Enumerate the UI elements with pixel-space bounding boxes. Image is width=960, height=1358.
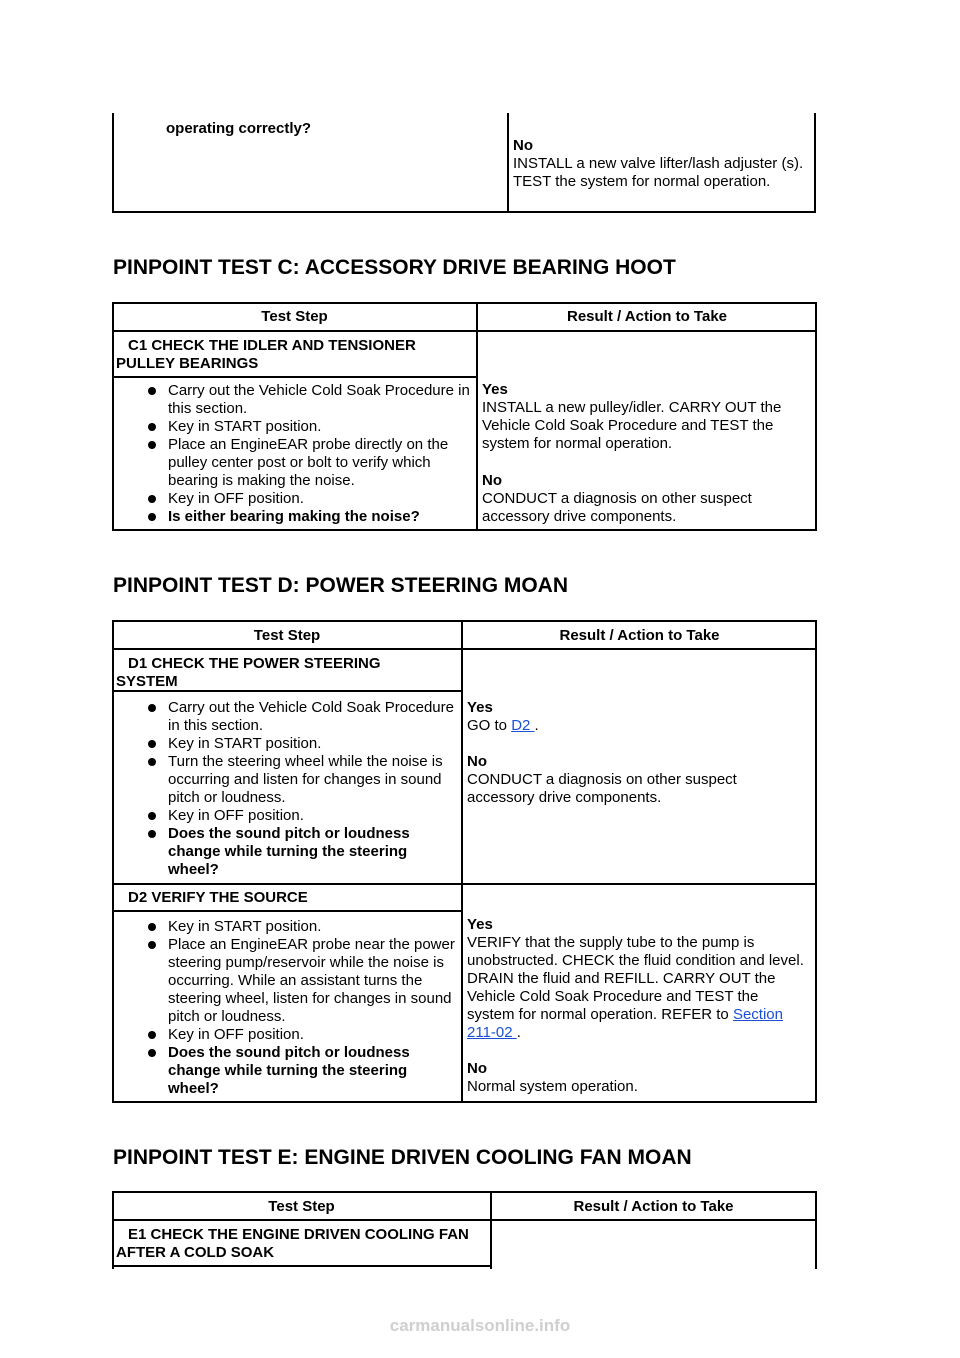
list-item: Key in OFF position. xyxy=(140,1026,458,1044)
no-action: Normal system operation. xyxy=(467,1078,638,1095)
header-separator xyxy=(112,648,817,650)
step-title-d1: D1 CHECK THE POWER STEERING SYSTEM xyxy=(116,655,381,690)
bullet-icon xyxy=(148,758,156,766)
bullet-icon xyxy=(148,495,156,503)
list-item: Key in OFF position. xyxy=(140,807,458,825)
table-divider xyxy=(507,113,509,213)
bullet-icon xyxy=(148,1031,156,1039)
list-item: Key in START position. xyxy=(140,918,458,936)
bullet-icon xyxy=(148,423,156,431)
list-item: Key in OFF position. xyxy=(140,490,470,508)
bullet-icon xyxy=(148,513,156,521)
yes-action: INSTALL a new pulley/idler. CARRY OUT the Vehicle Cold Soak Procedure and TEST the system for normal operation. xyxy=(482,399,782,452)
step-title-separator xyxy=(112,1265,492,1267)
col-header-test-step: Test Step xyxy=(261,308,328,325)
bullet-icon xyxy=(148,941,156,949)
bullet-icon xyxy=(148,704,156,712)
bullet-icon xyxy=(148,830,156,838)
bullet-icon xyxy=(148,441,156,449)
step-title-separator xyxy=(112,910,462,912)
col-header-result: Result / Action to Take xyxy=(573,1198,734,1215)
list-item: Turn the steering wheel while the noise is occurring and listen for changes in sound pitch or loudness. xyxy=(140,753,458,807)
no-action: INSTALL a new valve lifter/lash adjuster (s). TEST the system for normal operation. xyxy=(513,155,804,190)
bullet-icon xyxy=(148,740,156,748)
table-border-left xyxy=(112,113,114,213)
step-d1-bullets xyxy=(140,699,458,879)
link-section-211-02[interactable]: Section 211-02 xyxy=(467,1006,783,1041)
watermark: carmanualsonline.info xyxy=(389,1316,571,1335)
yes-label: Yes xyxy=(482,381,508,398)
no-label: No xyxy=(467,753,487,770)
bullet-icon xyxy=(148,1049,156,1057)
list-item: Key in START position. xyxy=(140,418,470,436)
step-c1-bullets xyxy=(140,382,470,526)
bullet-icon xyxy=(148,387,156,395)
yes-label: Yes xyxy=(467,699,493,716)
col-header-test-step: Test Step xyxy=(253,627,321,644)
list-item: Does the sound pitch or loudness change while turning the steering wheel? xyxy=(140,825,458,879)
bullet-icon xyxy=(148,812,156,820)
list-item: Does the sound pitch or loudness change while turning the steering wheel? xyxy=(140,1044,458,1098)
no-action: CONDUCT a diagnosis on other suspect accessory drive components. xyxy=(482,490,752,525)
col-header-result: Result / Action to Take xyxy=(566,308,728,325)
no-action: CONDUCT a diagnosis on other suspect accessory drive components. xyxy=(467,771,737,806)
step-title-separator xyxy=(112,376,477,378)
list-item: Place an EngineEAR probe near the power steering pump/reservoir while the noise is occurring. While an assistant turns the steering wheel, listen for changes in sound pitch or loudness. xyxy=(140,936,458,1026)
header-separator xyxy=(112,1219,817,1221)
section-title-test-c: PINPOINT TEST C: ACCESSORY DRIVE BEARING HOOT xyxy=(113,256,676,279)
table-border-right xyxy=(814,113,816,213)
col-header-test-step: Test Step xyxy=(268,1198,335,1215)
yes-action: VERIFY that the supply tube to the pump is unobstructed. CHECK the fluid condition and level. DRAIN the fluid and REFILL. CARRY OUT the Vehicle Cold Soak Procedure and TEST the system for normal operation. REFER to Section 211-02 . xyxy=(467,934,804,1041)
column-divider xyxy=(476,302,478,531)
step-d2-bullets xyxy=(140,918,458,1098)
section-title-test-e: PINPOINT TEST E: ENGINE DRIVEN COOLING FAN MOAN xyxy=(113,1146,692,1169)
list-item: Carry out the Vehicle Cold Soak Procedure in this section. xyxy=(140,699,458,735)
step-title-c1: C1 CHECK THE IDLER AND TENSIONER PULLEY BEARINGS xyxy=(116,337,416,372)
row-separator xyxy=(112,883,817,885)
link-d2[interactable]: D2 xyxy=(511,717,535,734)
no-label: No xyxy=(513,137,533,154)
section-title-test-d: PINPOINT TEST D: POWER STEERING MOAN xyxy=(113,574,569,597)
col-header-result: Result / Action to Take xyxy=(559,627,720,644)
list-item: Is either bearing making the noise? xyxy=(140,508,470,526)
step-question: operating correctly? xyxy=(166,120,312,137)
list-item: Carry out the Vehicle Cold Soak Procedure in this section. xyxy=(140,382,470,418)
table-border-top xyxy=(112,1191,817,1193)
list-item: Key in START position. xyxy=(140,735,458,753)
step-title-d2: D2 VERIFY THE SOURCE xyxy=(128,889,308,906)
no-label: No xyxy=(467,1060,487,1077)
column-divider xyxy=(461,620,463,1103)
table-border-bottom xyxy=(112,211,816,213)
step-title-e1: E1 CHECK THE ENGINE DRIVEN COOLING FAN AFTER A COLD SOAK xyxy=(116,1226,469,1261)
list-item: Place an EngineEAR probe directly on the pulley center post or bolt to verify which bearing is making the noise. xyxy=(140,436,470,490)
yes-label: Yes xyxy=(467,916,493,933)
bullet-icon xyxy=(148,923,156,931)
no-label: No xyxy=(482,472,502,489)
header-separator xyxy=(112,330,817,332)
yes-action: GO to D2 . xyxy=(467,717,539,734)
